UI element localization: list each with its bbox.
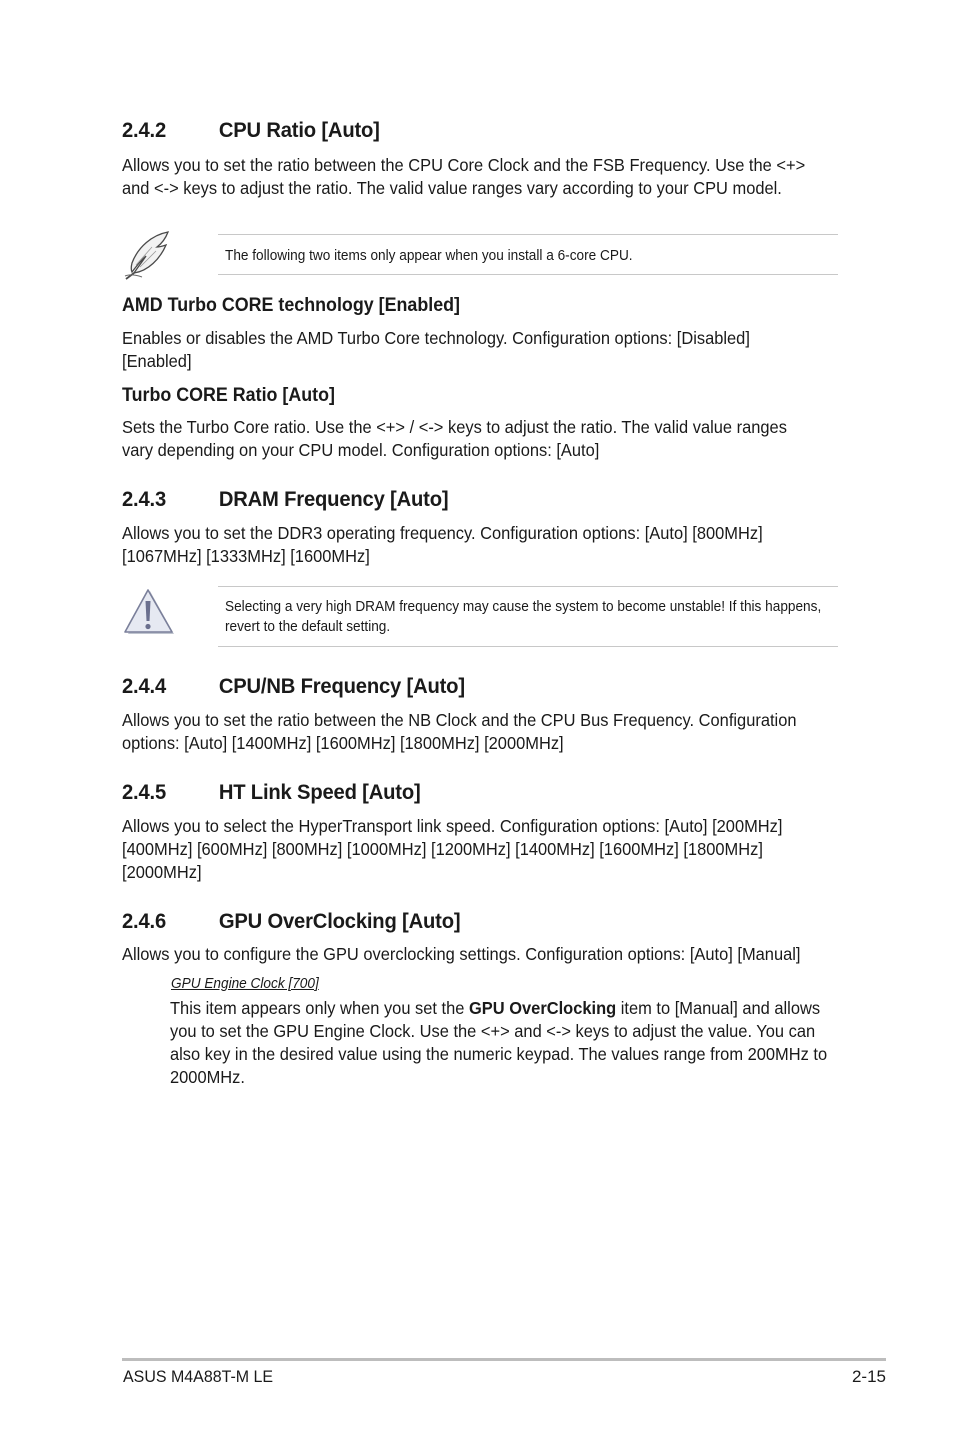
sub-item-label: GPU Engine Clock [700]: [171, 976, 319, 992]
footer-rule: [122, 1358, 886, 1361]
warning-rule-top: [218, 586, 838, 587]
section-title: GPU OverClocking [Auto]: [218, 909, 461, 933]
sub-item-text-before: This item appears only when you set the: [170, 998, 470, 1018]
warning-triangle-icon: [122, 588, 176, 643]
item-body-turbo-core-ratio: Sets the Turbo Core ratio. Use the <+> / <-> keys to adjust the ratio. The valid value ranges vary depending on your CPU model. Configuration options: [Auto]: [122, 417, 787, 460]
section-number: 2.4.6: [122, 909, 167, 933]
section-title: DRAM Frequency [Auto]: [218, 487, 449, 511]
warning-text: Selecting a very high DRAM frequency may cause the system to become unstable! If this happens, revert to the default setting.: [225, 599, 822, 635]
section-number: 2.4.2: [122, 118, 167, 142]
section-body-gpu-overclocking: Allows you to configure the GPU overclocking settings. Configuration options: [Auto] [Manual]: [122, 944, 801, 964]
section-number: 2.4.3: [122, 487, 167, 511]
note-text: The following two items only appear when you install a 6-core CPU.: [225, 248, 633, 264]
sub-item-text-after: item to [Manual] and allows you to set the GPU Engine Clock. Use the <+> and <-> keys to adjust the value. You can also key in the desired value using the numeric keypad. The values range from 200MHz to 2000MHz.: [170, 998, 828, 1087]
note-rule-top: [218, 234, 838, 235]
item-body-amd-turbo-core: Enables or disables the AMD Turbo Core technology. Configuration options: [Disabled] [Enabled]: [122, 328, 750, 371]
sub-item-bold-term: GPU OverClocking: [469, 998, 617, 1018]
warning-rule-bottom: [218, 646, 838, 647]
section-title: CPU/NB Frequency [Auto]: [218, 674, 465, 698]
section-body-ht-link-speed: Allows you to select the HyperTransport link speed. Configuration options: [Auto] [200MHz] [400MHz] [600MHz] [800MHz] [1000MHz] [1200MHz] [1400MHz] [1600MHz] [1800MHz] [2000MHz]: [122, 816, 783, 882]
section-body-dram-frequency: Allows you to set the DDR3 operating frequency. Configuration options: [Auto] [800MHz] [1067MHz] [1333MHz] [1600MHz]: [122, 523, 763, 566]
section-number: 2.4.4: [122, 674, 167, 698]
section-number: 2.4.5: [122, 780, 167, 804]
footer-product-name: ASUS M4A88T-M LE: [123, 1367, 274, 1386]
section-body-cpu-ratio: Allows you to set the ratio between the CPU Core Clock and the FSB Frequency. Use the <+> and <-> keys to adjust the ratio. The valid value ranges vary according to your CPU model.: [122, 155, 806, 198]
section-title: CPU Ratio [Auto]: [218, 118, 380, 142]
footer-page-number: 2-15: [851, 1367, 886, 1386]
section-title: HT Link Speed [Auto]: [218, 780, 421, 804]
sub-item-body: [170, 997, 839, 1089]
item-heading-amd-turbo-core: AMD Turbo CORE technology [Enabled]: [122, 295, 461, 316]
note-rule-bottom: [218, 274, 838, 275]
section-body-cpu-nb-frequency: Allows you to set the ratio between the NB Clock and the CPU Bus Frequency. Configuration options: [Auto] [1400MHz] [1600MHz] [1800MHz] [2000MHz]: [122, 710, 797, 753]
item-heading-turbo-core-ratio: Turbo CORE Ratio [Auto]: [122, 385, 335, 406]
feather-quill-icon: [122, 229, 174, 286]
